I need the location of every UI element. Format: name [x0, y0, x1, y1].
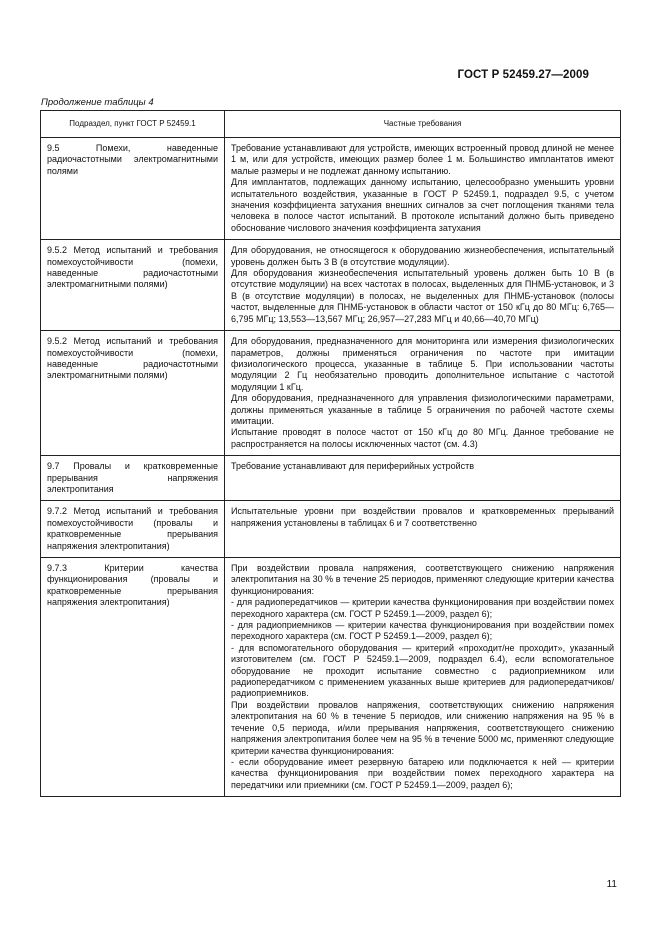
requirement-paragraph: Для имплантатов, подлежащих данному испытанию, целесообразно уменьшить уровни испытательного воздействия, указанные в ГОСТ Р 52459.1, подраздел 9.5, с учетом значения коэффициента затухания внешних сигналов за счет поглощения тканями тела человека в полосе частот испытаний. В протоколе испытаний должно быть приведено обоснование числового значения коэффициента затухания — [231, 177, 614, 233]
requirement-paragraph: - для радиопередатчиков — критерии качества функционирования при воздействии помех переходного характера (см. ГОСТ Р 52459.1—2009, раздел 6); — [231, 597, 614, 619]
section-cell — [41, 331, 225, 456]
requirement-paragraph: При воздействии провалов напряжения, соответствующих снижению напряжения электропитания на 60 % в течение 5 периодов, или снижению напряжения на 95 % в течение 0,5 периода, и/или прерывания напряжения, соответствующего снижению напряжения электропитания более чем на 95 % в течение 5000 мс, применяют следующие критерии качества функционирования: — [231, 699, 614, 756]
table-row — [41, 501, 621, 558]
section-cell — [41, 558, 225, 797]
requirement-paragraph: Испытание проводят в полосе частот от 150 кГц до 80 МГц. Данное требование не распространяется на полосы исключенных частот (см. 4.3) — [231, 427, 614, 449]
page-number: 11 — [606, 879, 617, 890]
requirements-table — [40, 110, 621, 797]
table-header-row — [41, 111, 621, 138]
section-cell — [41, 456, 225, 501]
requirements-cell — [225, 240, 621, 331]
column-header-requirements: Частные требования — [225, 111, 621, 138]
requirement-paragraph: Требование устанавливают для периферийных устройств — [231, 461, 475, 472]
section-text: 9.5.2 Метод испытаний и требования помехоустойчивости (помехи, наведенные радиочастотными электромагнитными полями) — [47, 245, 218, 290]
requirement-paragraph: - для вспомогательного оборудования — критерий «проходит/не проходит», указанный изготовителем (см. ГОСТ Р 52459.1—2009, подраздел 6.4), если вспомогательное оборудование не проходит испытание совместно с радиоприемником или радиопередатчиком с применением указанных выше критериев для радиопередатчиков/радиоприемников. — [231, 642, 614, 699]
requirements-cell — [225, 456, 621, 501]
table-row — [41, 331, 621, 456]
table-row — [41, 558, 621, 797]
requirement-paragraph: При воздействии провала напряжения, соответствующего снижению напряжения электропитания на 30 % в течение 25 периодов, применяют следующие критерии качества функционирования: — [231, 563, 614, 596]
section-cell — [41, 240, 225, 331]
requirement-paragraph: Испытательные уровни при воздействии провалов и кратковременных прерываний напряжения установлены в таблицах 6 и 7 соответственно — [231, 506, 614, 528]
column-header-section: Подраздел, пункт ГОСТ Р 52459.1 — [41, 111, 225, 138]
requirement-paragraph: - для радиоприемников — критерии качества функционирования при воздействии помех переходного характера (см. ГОСТ Р 52459.1—2009, раздел 6); — [231, 620, 614, 642]
requirements-cell — [225, 558, 621, 797]
requirements-cell — [225, 138, 621, 240]
requirements-cell — [225, 501, 621, 558]
section-text: 9.7.2 Метод испытаний и требования помехоустойчивости (провалы и кратковременные прерывания напряжения электропитания) — [47, 506, 218, 551]
section-cell — [41, 501, 225, 558]
section-text: 9.7.3 Критерии качества функционирования (провалы и кратковременные прерывания напряжения электропитания) — [47, 563, 218, 608]
section-cell — [41, 138, 225, 240]
table-caption: Продолжение таблицы 4 — [41, 97, 154, 108]
requirement-paragraph: Для оборудования жизнеобеспечения испытательный уровень должен быть 10 В (в отсутствие модуляции) на всех частотах в полосах, выделенных для ПНМБ-установок, и 3 В (в отсутствие модуляции) в полосах, не выделенных для ПНМБ-установок (полосы частот, выделенные для ПНМБ-установок в области частот от 150 кГц до 80 МГц: 6,765—6,795 МГц; 13,553—13,567 МГц; 26,957—27,283 МГц и 40,66—40,70 МГц) — [231, 268, 614, 324]
requirement-paragraph: Для оборудования, не относящегося к оборудованию жизнеобеспечения, испытательный уровень должен быть 3 В (в отсутствие модуляции). — [231, 245, 614, 267]
section-text: 9.5 Помехи, наведенные радиочастотными электромагнитными полями — [47, 143, 218, 176]
table-row — [41, 240, 621, 331]
requirements-cell — [225, 331, 621, 456]
table-row — [41, 456, 621, 501]
requirement-paragraph: Требование устанавливают для устройств, имеющих встроенный провод длиной не менее 1 м, или для устройств, имеющих размер более 1 м. Большинство имплантатов имеют малые размеры и не подлежат данному испытанию. — [231, 143, 614, 176]
section-text: 9.7 Провалы и кратковременные прерывания напряжения электропитания — [47, 461, 218, 494]
requirement-paragraph: - если оборудование имеет резервную батарею или подключается к ней — критерии качества функционирования при воздействии помех переходного характера на передатчики или приемники (см. ГОСТ Р 52459.1—2009, раздел 6); — [231, 756, 614, 790]
document-code: ГОСТ Р 52459.27—2009 — [457, 69, 589, 81]
section-text: 9.5.2 Метод испытаний и требования помехоустойчивости (помехи, наведенные радиочастотными электромагнитными полями) — [47, 336, 218, 381]
table-row — [41, 138, 621, 240]
requirement-paragraph: Для оборудования, предназначенного для мониторинга или измерения физиологических параметров, должны применяться ограничения по частоте при имитации физиологического процесса, указанные в таблице 5. При использовании частоты модуляции 2 Гц необязательно проводить дополнительное испытание с частотой модуляции 1 кГц. — [231, 336, 614, 392]
requirement-paragraph: Для оборудования, предназначенного для управления физиологическими параметрами, должны применяться указанные в таблице 5 ограничения по рабочей частоте схемы имитации. — [231, 393, 614, 426]
